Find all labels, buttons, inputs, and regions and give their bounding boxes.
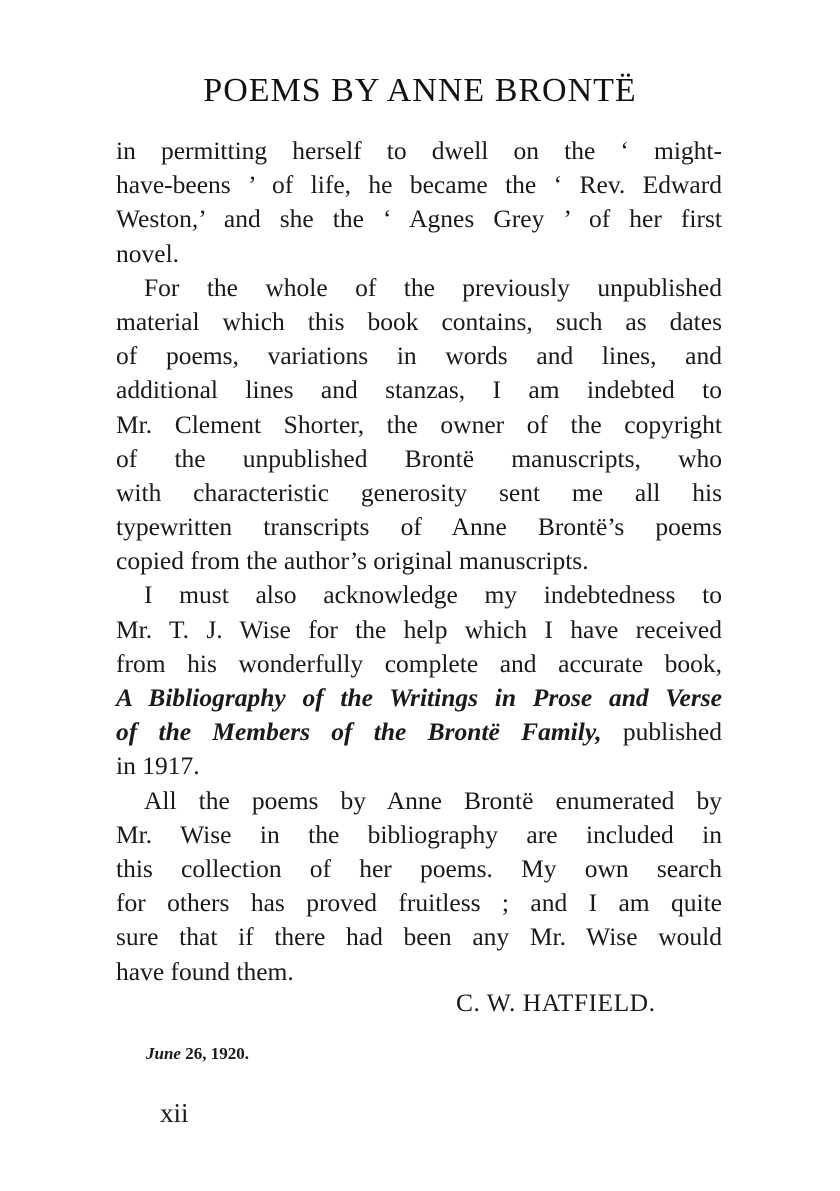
paragraph-1	[116, 134, 722, 271]
text-line: of poems, variations in words and lines, and	[116, 341, 722, 371]
text-line	[116, 715, 722, 749]
text-line: material which this book contains, such as dates	[116, 306, 722, 336]
text-line: from his wonderfully complete and accurate book,	[116, 648, 722, 678]
date-month: June	[146, 1044, 181, 1063]
book-title-line: A Bibliography of the Writings in Prose and Verse	[116, 683, 722, 712]
book-title-continued: of the Members of the Brontë Family,	[116, 717, 602, 747]
text-line: All the poems by Anne Brontë enumerated by	[144, 785, 722, 815]
page-number: xii	[160, 1098, 189, 1128]
text-line: in 1917.	[116, 751, 200, 781]
text-line: I must also acknowledge my indebtedness to	[144, 580, 722, 610]
text-line: with characteristic generosity sent me all his	[116, 477, 722, 507]
paragraph-3	[116, 578, 722, 783]
body-text	[116, 134, 722, 989]
text-line: typewritten transcripts of Anne Brontë’s poems	[116, 512, 722, 542]
text-line: this collection of her poems. My own search	[116, 853, 722, 883]
text-line: in permitting herself to dwell on the ‘ might-	[116, 136, 722, 165]
paragraph-2	[116, 271, 722, 579]
text-line: of the unpublished Brontë manuscripts, who	[116, 443, 722, 473]
text-line: sure that if there had been any Mr. Wise would	[116, 922, 722, 952]
text-fragment: published	[622, 717, 723, 747]
text-line: copied from the author’s original manuscripts.	[116, 546, 589, 576]
text-line: have found them.	[116, 956, 294, 986]
text-line: novel.	[116, 238, 180, 268]
text-line: additional lines and stanzas, I am indebted to	[116, 375, 722, 405]
text-line: Mr. Clement Shorter, the owner of the copyright	[116, 409, 722, 439]
text-line: for others has proved fruitless ; and I am quite	[116, 888, 722, 918]
text-line: Mr. Wise in the bibliography are included in	[116, 819, 722, 849]
signature: C. W. HATFIELD.	[456, 988, 656, 1017]
date-day-year: 26, 1920.	[185, 1044, 249, 1063]
text-line: For the whole of the previously unpublished	[144, 272, 722, 302]
text-line: Weston,’ and she the ‘ Agnes Grey ’ of her first	[116, 204, 722, 234]
text-line: Mr. T. J. Wise for the help which I have received	[116, 614, 722, 644]
date-line	[146, 1044, 249, 1064]
paragraph-4	[116, 784, 722, 989]
running-head: POEMS BY ANNE BRONTË	[203, 72, 637, 109]
text-line: have-beens ’ of life, he became the ‘ Rev. Edward	[116, 170, 722, 200]
